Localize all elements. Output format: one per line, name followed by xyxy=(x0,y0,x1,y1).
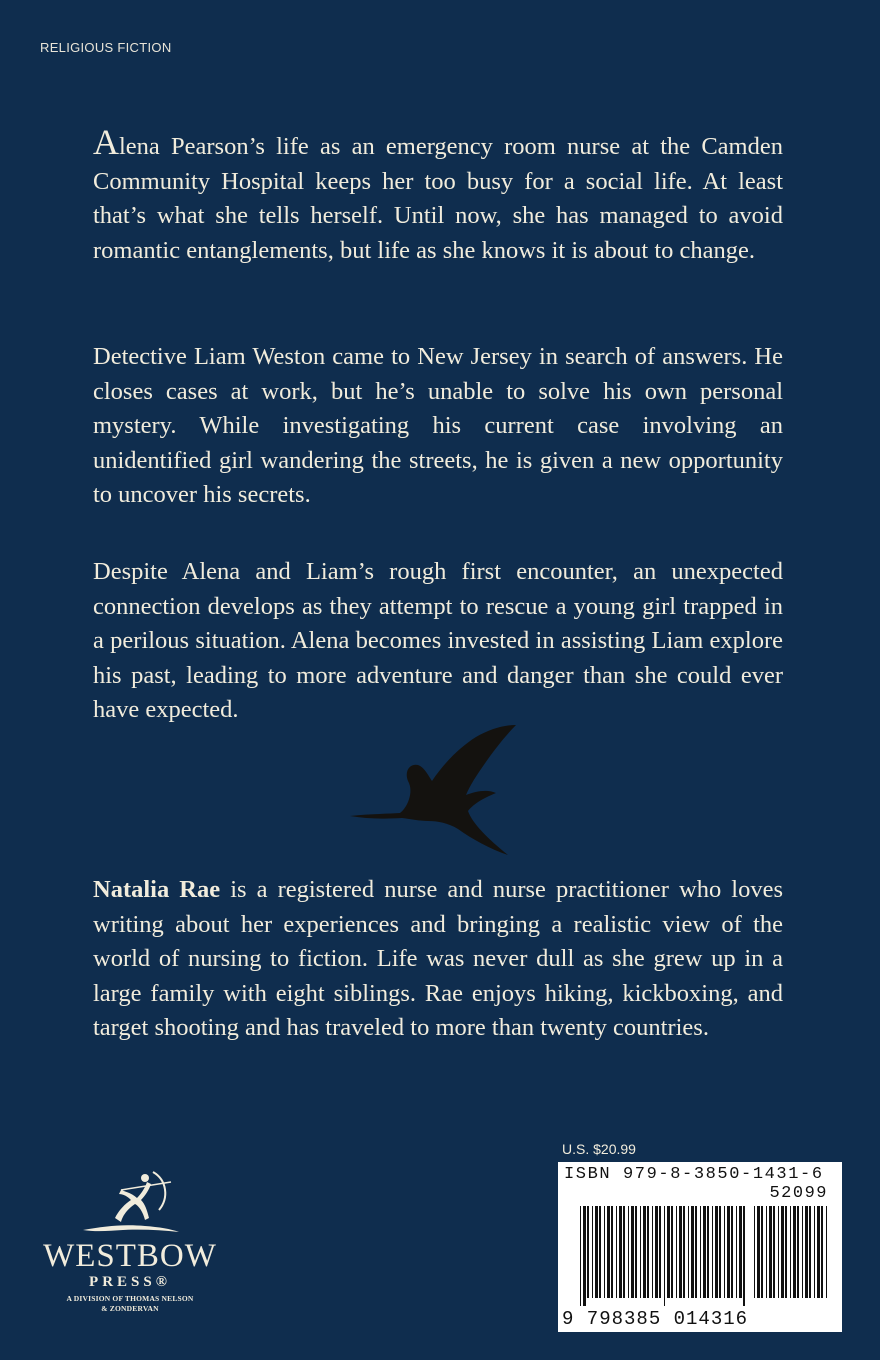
barcode-bar xyxy=(778,1206,779,1298)
drop-cap: A xyxy=(93,122,119,162)
publisher-division-line-1: A DIVISION OF THOMAS NELSON xyxy=(66,1294,194,1303)
addon-barcode-bars xyxy=(754,1206,830,1306)
barcode-bar xyxy=(583,1206,586,1306)
barcode-bar xyxy=(607,1206,610,1298)
barcode-bar xyxy=(736,1206,737,1298)
barcode-bar xyxy=(587,1206,589,1298)
barcode-bar xyxy=(761,1206,763,1298)
barcode-bar xyxy=(719,1206,721,1298)
barcode-bar xyxy=(805,1206,808,1298)
barcode-bar xyxy=(611,1206,613,1298)
barcode-bar xyxy=(743,1206,745,1306)
publisher-division xyxy=(30,1294,230,1314)
barcode-bar xyxy=(731,1206,733,1298)
barcode-bar xyxy=(580,1206,581,1306)
barcode-bar xyxy=(793,1206,796,1298)
barcode-bar xyxy=(635,1206,637,1298)
blurb-paragraph-1-text: lena Pearson’s life as an emergency room nurse at the Camden Community Hospital keeps her too busy for a social life. At least that’s what she tells herself. Until now, she has managed to avoid romantic entanglements, but life as she knows it is about to change. xyxy=(93,133,783,264)
barcode-bar xyxy=(700,1206,701,1298)
isbn-barcode xyxy=(558,1162,842,1332)
ean-barcode-bars xyxy=(580,1206,748,1306)
barcode-bar xyxy=(821,1206,823,1298)
barcode-bar xyxy=(773,1206,775,1298)
isbn-label: ISBN 979-8-3850-1431-6 xyxy=(564,1165,824,1184)
publisher-division-line-2: & ZONDERVAN xyxy=(101,1304,159,1313)
barcode-bar xyxy=(809,1206,811,1298)
barcode-bar xyxy=(676,1206,677,1298)
flying-crane-icon xyxy=(348,723,518,863)
barcode-bar xyxy=(695,1206,697,1298)
publisher-name: WESTBOW xyxy=(43,1238,217,1274)
archer-icon xyxy=(75,1168,185,1238)
genre-label: RELIGIOUS FICTION xyxy=(40,40,172,55)
barcode-bar xyxy=(631,1206,634,1298)
barcode-bar xyxy=(707,1206,709,1298)
barcode-bar xyxy=(766,1206,767,1298)
barcode-bar xyxy=(703,1206,706,1298)
barcode-bar xyxy=(616,1206,617,1298)
barcode-bar xyxy=(790,1206,791,1298)
barcode-bar xyxy=(599,1206,601,1298)
barcode-bar xyxy=(802,1206,803,1298)
barcode-bar xyxy=(727,1206,730,1298)
barcode-bar xyxy=(640,1206,641,1298)
blurb-paragraph-3: Despite Alena and Liam’s rough first encounter, an unexpected connection develops as they attempt to rescue a young girl trapped in a perilous situation. Alena becomes invested in assisting Liam explore his past, leading to more adventure and danger than she could ever have expected. xyxy=(93,558,783,723)
publisher-logo xyxy=(30,1168,230,1348)
barcode-bar xyxy=(655,1206,658,1298)
barcode-bar xyxy=(683,1206,685,1298)
publisher-press: PRESS® xyxy=(89,1274,171,1290)
barcode-bar xyxy=(757,1206,760,1298)
barcode-bar xyxy=(647,1206,649,1298)
barcode-bar xyxy=(652,1206,653,1298)
barcode-bar xyxy=(739,1206,742,1298)
barcode-bar xyxy=(797,1206,799,1298)
author-bio xyxy=(93,873,783,1046)
barcode-bar xyxy=(671,1206,673,1298)
barcode-bar xyxy=(715,1206,718,1298)
barcode-bar xyxy=(754,1206,755,1298)
barcode-bar xyxy=(667,1206,670,1298)
barcode-bar xyxy=(785,1206,787,1298)
blurb-paragraph-1 xyxy=(93,124,783,268)
barcode-bar xyxy=(628,1206,629,1298)
barcode-bar xyxy=(814,1206,815,1298)
barcode-bar xyxy=(595,1206,598,1298)
barcode-bar xyxy=(769,1206,772,1298)
barcode-bar xyxy=(623,1206,625,1298)
barcode-bar xyxy=(592,1206,593,1298)
barcode-bar xyxy=(659,1206,661,1298)
barcode-bar xyxy=(781,1206,784,1298)
blurb-paragraph-2: Detective Liam Weston came to New Jersey in search of answers. He closes cases at work, but he’s unable to solve his own personal mystery. While investigating his current case involving an unidentified girl wandering the streets, he is given a new opportunity to uncover his secrets. xyxy=(93,343,783,508)
author-bio-text: is a registered nurse and nurse practitioner who loves writing about her experiences and bringing a realistic view of the world of nursing to fiction. Life was never dull as she grew up in a large family with eight siblings. Rae enjoys hiking, kickboxing, and target shooting and has traveled to more than twenty countries. xyxy=(93,876,783,1041)
barcode-bar xyxy=(691,1206,694,1298)
barcode-bar xyxy=(712,1206,713,1298)
author-name: Natalia Rae xyxy=(93,876,221,903)
barcode-bar xyxy=(724,1206,725,1298)
barcode-bar xyxy=(688,1206,689,1298)
barcode-bar xyxy=(817,1206,820,1298)
price-label: U.S. $20.99 xyxy=(562,1141,636,1157)
barcode-bar xyxy=(826,1206,827,1298)
barcode-bar xyxy=(664,1206,665,1306)
price-addon-code: 52099 xyxy=(769,1184,828,1203)
barcode-digits: 9 798385 014316 xyxy=(562,1308,749,1330)
barcode-bar xyxy=(679,1206,682,1298)
barcode-bar xyxy=(604,1206,605,1298)
barcode-bar xyxy=(643,1206,646,1298)
barcode-bar xyxy=(619,1206,622,1298)
